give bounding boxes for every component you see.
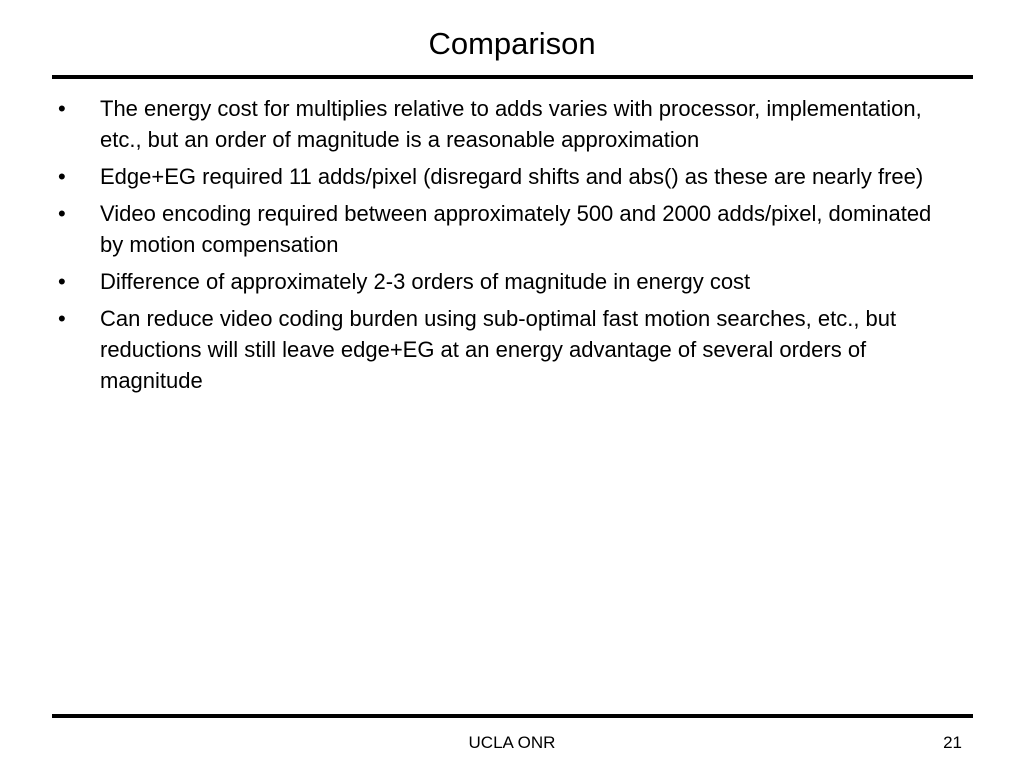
bullet-marker: • — [58, 306, 66, 331]
bullet-item-3 — [58, 198, 958, 260]
bullet-list — [58, 93, 958, 402]
bullet-text: Difference of approximately 2-3 orders of magnitude in energy cost — [100, 269, 751, 294]
bullet-marker: • — [58, 269, 66, 294]
bullet-text: Can reduce video coding burden using sub-optimal fast motion searches, etc., but reductions will still leave edge+EG at an energy advantage of several orders of magnitude — [100, 306, 897, 393]
bullet-item-1 — [58, 93, 958, 155]
bullet-item-2 — [58, 161, 958, 192]
bullet-text: The energy cost for multiplies relative to adds varies with processor, implementation, etc., but an order of magnitude is a reasonable approximation — [100, 96, 922, 152]
slide-title: Comparison — [428, 26, 596, 61]
bullet-marker: • — [58, 201, 66, 226]
title-divider — [52, 75, 973, 79]
bullet-text: Edge+EG required 11 adds/pixel (disregard shifts and abs() as these are nearly free) — [100, 164, 924, 189]
page-number: 21 — [943, 733, 962, 752]
bullet-item-5 — [58, 303, 958, 396]
bullet-item-4 — [58, 266, 958, 297]
bullet-marker: • — [58, 164, 66, 189]
footer-divider — [52, 714, 973, 718]
bullet-text: Video encoding required between approximately 500 and 2000 adds/pixel, dominated by motion compensation — [100, 201, 932, 257]
bullet-marker: • — [58, 96, 66, 121]
footer-label: UCLA ONR — [468, 733, 556, 752]
